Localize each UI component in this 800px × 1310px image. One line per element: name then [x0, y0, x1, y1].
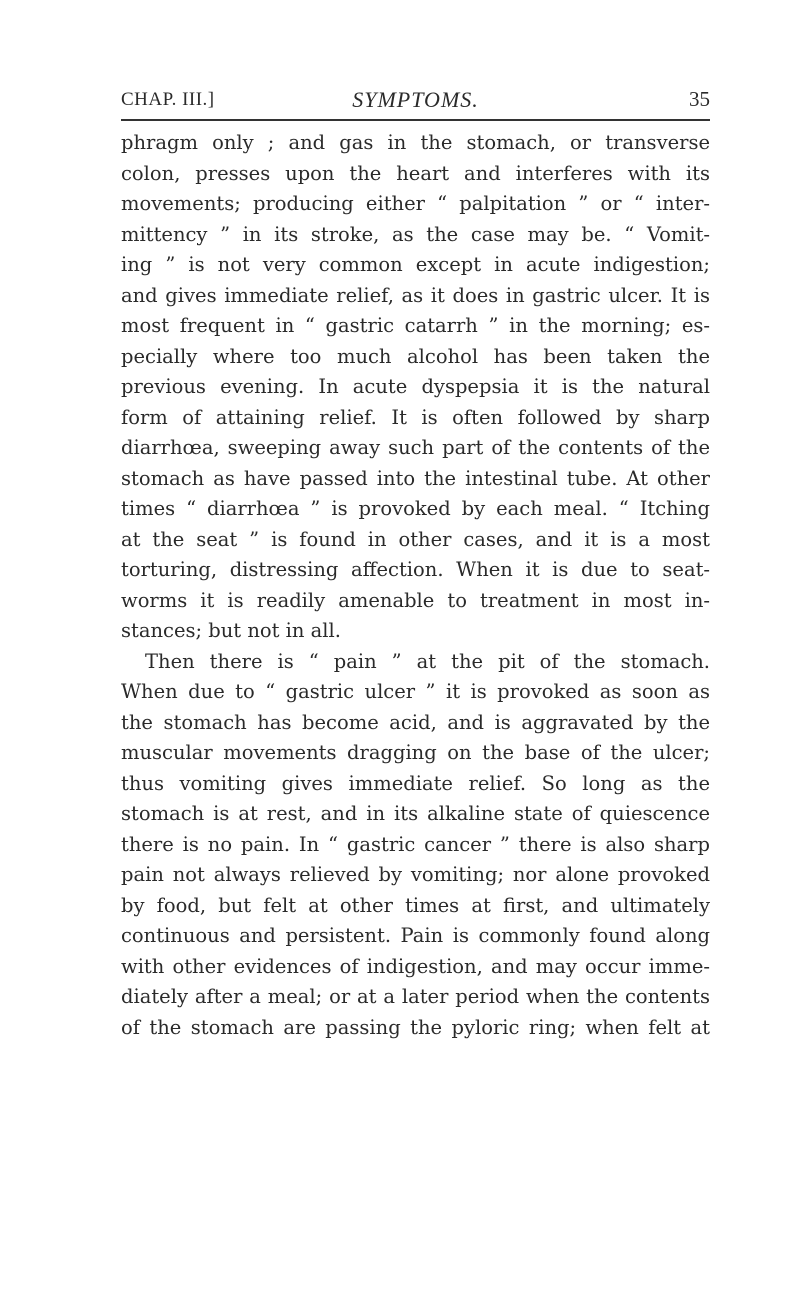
body-text [121, 128, 710, 1043]
text-line: diarrhœa, sweeping away such part of the contents of the [121, 436, 710, 459]
chapter-label: CHAP. III.] [121, 89, 215, 110]
text-line: and gives immediate relief, as it does in gastric ulcer. It is [121, 283, 710, 307]
text-line: stomach as have passed into the intestinal tube. At other [121, 466, 710, 490]
text-line: most frequent in “ gastric catarrh ” in the morning; es- [121, 314, 710, 337]
text-line: mittency ” in its stroke, as the case may be. “ Vomit- [121, 222, 710, 246]
paragraph-end-line: stances; but not in all. [121, 619, 341, 642]
text-line: there is no pain. In “ gastric cancer ” there is also sharp [121, 832, 710, 856]
paragraph-start-line: Then there is “ pain ” at the pit of the stomach. [145, 649, 710, 673]
text-line: by food, but felt at other times at first, and ultimately [121, 893, 710, 917]
text-line: When due to “ gastric ulcer ” it is provoked as soon as [121, 680, 710, 703]
text-line: thus vomiting gives immediate relief. So long as the [121, 771, 710, 795]
text-line: continuous and persistent. Pain is commonly found along [121, 924, 710, 947]
text-line: stomach is at rest, and in its alkaline state of quiescence [121, 802, 710, 825]
text-line: colon, presses upon the heart and interferes with its [121, 161, 710, 185]
text-line: diately after a meal; or at a later period when the contents [121, 985, 710, 1008]
page-number: 35 [689, 87, 710, 111]
text-line: ing ” is not very common except in acute indigestion; [121, 253, 710, 276]
text-line: times “ diarrhœa ” is provoked by each meal. “ Itching [121, 497, 710, 520]
page-title: SYMPTOMS. [352, 87, 479, 112]
text-line: at the seat ” is found in other cases, and it is a most [121, 527, 710, 551]
text-line: worms it is readily amenable to treatment in most in- [121, 588, 710, 612]
text-line: torturing, distressing affection. When it is due to seat- [121, 558, 710, 581]
text-line: muscular movements dragging on the base of the ulcer; [121, 741, 710, 764]
text-line: with other evidences of indigestion, and may occur imme- [121, 954, 710, 978]
text-line: phragm only ; and gas in the stomach, or transverse [121, 131, 710, 154]
text-line: form of attaining relief. It is often followed by sharp [121, 405, 710, 429]
text-line: movements; producing either “ palpitation ” or “ inter- [121, 192, 710, 215]
text-line: previous evening. In acute dyspepsia it is the natural [121, 375, 710, 398]
text-line: the stomach has become acid, and is aggravated by the [121, 710, 710, 734]
text-line: pain not always relieved by vomiting; nor alone provoked [121, 863, 710, 886]
text-line: pecially where too much alcohol has been taken the [121, 344, 710, 368]
text-line: of the stomach are passing the pyloric ring; when felt at [121, 1015, 710, 1039]
running-head [121, 85, 710, 121]
